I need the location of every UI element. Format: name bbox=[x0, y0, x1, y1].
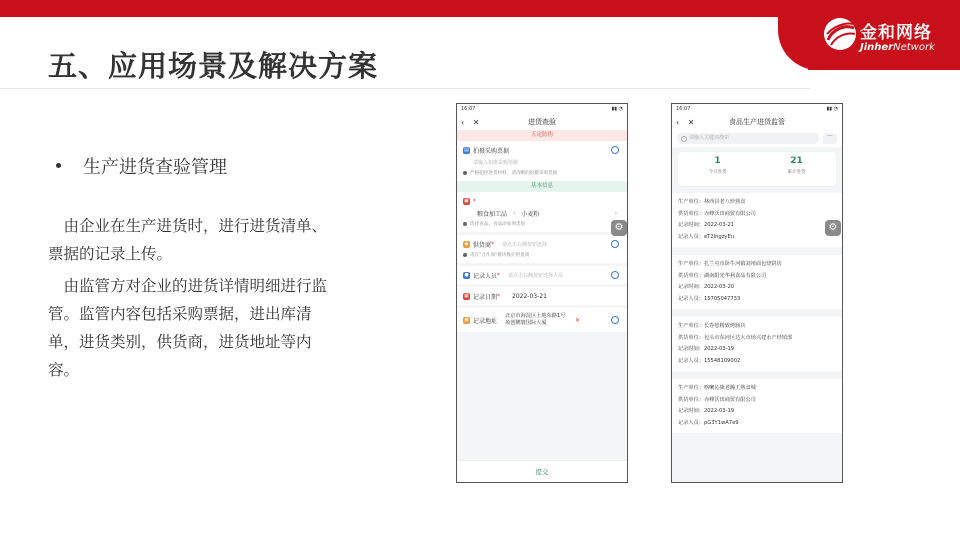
paragraph-2 bbox=[48, 272, 340, 384]
category-value-a: 粮食加工品 bbox=[477, 210, 508, 218]
record-person: 记录人员：15705047733 bbox=[678, 295, 741, 302]
status-bar bbox=[457, 104, 627, 114]
category-card: ▣ * 粮食加工品 › 小麦粉 › 选择食品、食品添加剂类别 bbox=[457, 192, 627, 232]
nav-bar bbox=[457, 114, 627, 130]
add-supplier-icon[interactable] bbox=[611, 240, 619, 248]
stat-today-value: 1 bbox=[714, 156, 721, 166]
select-person-icon[interactable] bbox=[611, 271, 619, 279]
bullet-item bbox=[56, 153, 227, 179]
address-card bbox=[457, 308, 627, 332]
record-person: 记录人员：eT2IngzyEu bbox=[678, 233, 735, 240]
logo-cn-text: 金和网络 bbox=[860, 23, 932, 43]
recorder-hint[interactable]: 请点击右侧按钮选择人员 bbox=[508, 272, 564, 279]
record-person: 记录人员：15548109002 bbox=[678, 357, 741, 364]
category-select[interactable]: 粮食加工品 › 小麦粉 › bbox=[477, 209, 617, 218]
receipt-icon: ▤ bbox=[464, 146, 469, 153]
status-time: 16:07 bbox=[461, 106, 476, 112]
record-unit: 生产单位：扎兰屯市卧牛河镇刘靖面包烧饼坊 bbox=[678, 261, 782, 267]
list-item[interactable] bbox=[672, 193, 842, 247]
photo-note bbox=[463, 168, 621, 178]
record-supplier: 供货单位：包头市东河区达大市场兴建水产经销部 bbox=[678, 334, 793, 341]
signal-icon: ▮▮ ◔ bbox=[611, 106, 623, 112]
supplier-icon: ◆ bbox=[464, 240, 469, 247]
gear-icon[interactable]: ⚙ bbox=[825, 220, 841, 236]
category-icon: ▣ bbox=[464, 197, 469, 204]
stat-today bbox=[678, 152, 757, 186]
slide-title: 五、应用场景及解决方案 bbox=[48, 49, 379, 83]
logo-en-light: Network bbox=[893, 42, 935, 53]
clear-icon[interactable]: ✕ bbox=[575, 316, 581, 324]
search-input[interactable]: 请输入关键词搜索 bbox=[677, 133, 819, 144]
category-note-text: 选择食品、食品添加剂类别 bbox=[470, 222, 526, 227]
record-unit: 生产单位：喀喇沁旗老瀚王熟食城 bbox=[678, 385, 756, 391]
location-icon: ◉ bbox=[464, 316, 469, 323]
record-date: 记录时间：2022-03-19 bbox=[678, 346, 735, 352]
status-bar bbox=[672, 104, 842, 114]
list-item[interactable] bbox=[672, 379, 842, 433]
record-unit: 生产单位：林西县老八珍熟食 bbox=[678, 199, 746, 205]
recorder-card: ● 记录人员 * 请点击右侧按钮选择人员 bbox=[457, 266, 627, 284]
logo bbox=[808, 0, 960, 70]
record-date: 记录时间：2022-03-19 bbox=[678, 408, 735, 414]
logo-en-text bbox=[860, 42, 935, 53]
supplier-note bbox=[463, 250, 621, 260]
status-time: 16:07 bbox=[676, 106, 691, 112]
submit-button[interactable]: 提交 bbox=[457, 460, 627, 482]
paragraph-2-text: 由监管方对企业的进货详情明细进行监管。监管内容包括采购票据，进出库清单，进货类别，供货商，进货地址等内容。 bbox=[48, 277, 328, 379]
supplier-note-text: 请在"合作商"模块维护供货商 bbox=[470, 253, 530, 258]
record-supplier: 供货单位：赤峰沃田商贸有限公司 bbox=[678, 210, 756, 217]
back-close-icon[interactable]: ‹ ✕ bbox=[676, 117, 698, 127]
record-unit: 生产单位：长春恩精致烤肠店 bbox=[678, 323, 746, 329]
record-supplier: 供货单位：赤峰沃田商贸有限公司 bbox=[678, 396, 756, 403]
photo-label: 拍摄采购票据 bbox=[473, 147, 510, 155]
date-label: 记录日期 bbox=[473, 293, 498, 301]
recorder-label: 记录人员 bbox=[473, 272, 498, 280]
address-label: 记录地址 bbox=[473, 317, 498, 325]
gear-icon[interactable]: ⚙ bbox=[611, 220, 627, 236]
category-value-b: 小麦粉 bbox=[521, 210, 540, 218]
stats-panel bbox=[677, 151, 837, 187]
photo-note-text: 严格把控进货材料，请清晰的拍摄采购票据 bbox=[470, 171, 558, 176]
list-item[interactable] bbox=[672, 255, 842, 309]
search-bar bbox=[672, 130, 842, 147]
nav-title: 进货查验 bbox=[528, 118, 556, 126]
bullet-dot-icon bbox=[56, 163, 61, 168]
photo-card bbox=[457, 141, 627, 181]
supplier-hint[interactable]: 请点击右侧按钮选择 bbox=[502, 241, 548, 248]
person-icon: ● bbox=[464, 271, 469, 278]
signal-icon: ▮▮ ◔ bbox=[826, 106, 838, 112]
calendar-icon: ▦ bbox=[464, 292, 469, 299]
list-item[interactable] bbox=[672, 317, 842, 371]
record-date: 记录时间：2022-03-20 bbox=[678, 284, 735, 290]
phone-screenshot-supervision bbox=[671, 103, 843, 483]
phone-screenshot-inspection bbox=[456, 103, 628, 483]
logo-mark-icon bbox=[822, 16, 858, 52]
date-value[interactable]: 2022-03-21 bbox=[512, 292, 547, 300]
stat-total-label: 累计进货 bbox=[787, 170, 806, 175]
locate-icon[interactable] bbox=[611, 316, 619, 324]
band-basic: 基本信息 bbox=[457, 181, 627, 192]
more-icon[interactable]: ··· bbox=[823, 133, 837, 144]
back-close-icon[interactable]: ‹ ✕ bbox=[461, 117, 483, 127]
record-supplier: 供货单位：湖南阳光华利食品有限公司 bbox=[678, 272, 767, 279]
address-value[interactable]: 北京市海淀区上地东路1号盈创鹏寰国际大厦 bbox=[505, 313, 566, 326]
paragraph-1-text: 由企业在生产进货时，进行进货清单、票据的记录上传。 bbox=[48, 217, 328, 263]
nav-title: 食品生产进货监管 bbox=[729, 118, 785, 126]
logo-en-bold: Jinher bbox=[860, 42, 894, 53]
supplier-label: 供货商 bbox=[473, 241, 492, 249]
record-date: 记录时间：2022-03-21 bbox=[678, 222, 735, 228]
stat-total bbox=[757, 152, 836, 186]
record-person: 记录人员：pG3Y1wA7e9 bbox=[678, 419, 739, 426]
date-card: ▦ 记录日期 * 2022-03-21 bbox=[457, 287, 627, 305]
category-note bbox=[463, 219, 621, 229]
paragraph-1 bbox=[48, 212, 340, 268]
photo-hint[interactable]: 请输入拍摄采购票据 bbox=[473, 159, 519, 166]
title-divider bbox=[0, 88, 810, 89]
supplier-card: ◆ 供货商 * 请点击右侧按钮选择 请在"合作商"模块维护供货商 bbox=[457, 235, 627, 263]
stat-today-label: 今日进货 bbox=[708, 170, 727, 175]
stat-total-value: 21 bbox=[790, 156, 803, 166]
camera-icon[interactable] bbox=[611, 146, 619, 154]
nav-bar bbox=[672, 114, 842, 130]
bullet-text: 生产进货查验管理 bbox=[83, 157, 227, 178]
band-top: 五定防伪 bbox=[457, 130, 627, 141]
